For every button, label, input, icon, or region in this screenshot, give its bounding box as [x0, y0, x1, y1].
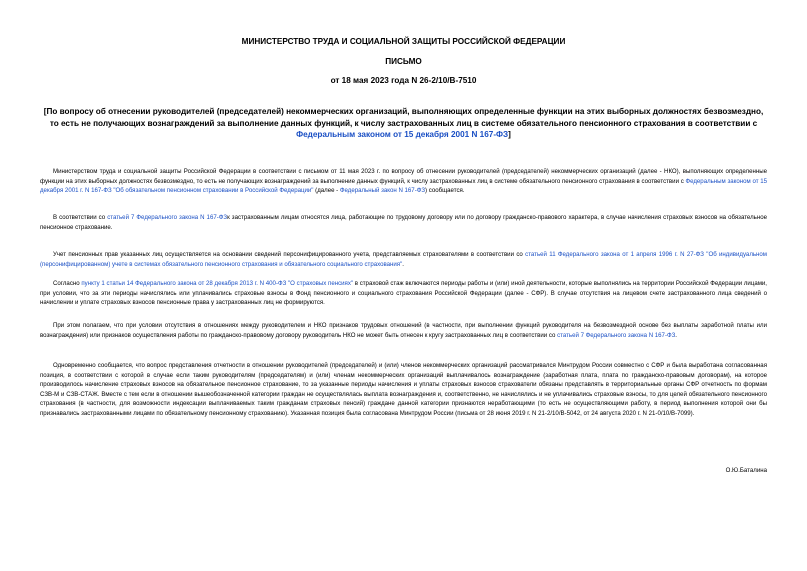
article-11-law-27-fz-link[interactable]: статьей 11 Федерального закона от 1 апреля 1996 г. N 27-ФЗ "Об индивидуальном (персонифицированном) учете в системах обязательного пенсионного страхования и обязательного социального страхования" — [40, 251, 767, 268]
paragraph-text: к застрахованным лицам относятся лица, работающие по трудовому договору или по договору гражданско-правового характера, в случае начисления страховых взносов на обязательное пенсионное страхование. — [40, 214, 767, 231]
paragraph-text: В соответствии со — [53, 214, 108, 221]
paragraph-text: Министерством труда и социальной защиты Российской Федерации в соответствии с письмом от 11 мая 2023 г. по вопросу об отнесении руководителей (председателей) некоммерческих организаций (далее - НКО), выполняющих определенные функции на этих выборных должностях безвозмездно, то есть не получающих вознаграждений за выполнение данных функций, к числу застрахованных лиц в системе обязательного пенсионного страхования в соответствии с — [40, 168, 767, 185]
subject-end: ] — [508, 130, 511, 139]
law-167-fz-short-link[interactable]: Федеральный закон N 167-ФЗ — [339, 187, 426, 194]
document-subject — [40, 106, 767, 141]
law-400-fz-link[interactable]: пункту 1 статьи 14 Федерального закона от 28 декабря 2013 г. N 400-ФЗ "О страховых пенсиях" — [81, 280, 354, 287]
paragraph-text: . — [402, 260, 404, 268]
law-167-fz-full-link[interactable]: Федеральным законом от 15 декабря 2001 г. N 167-ФЗ "Об обязательном пенсионном страховании в Российской Федерации" — [40, 177, 767, 194]
paragraph-intro — [40, 167, 767, 196]
document-kind-heading: ПИСЬМО — [385, 57, 422, 66]
paragraph-insurance-record — [40, 279, 767, 308]
paragraph-insured-persons — [40, 213, 767, 232]
paragraph-text: Учет пенсионных прав указанных лиц осуществляется на основании сведений персонифицированного учета, представляемых страхователями в соответствии со — [53, 251, 526, 258]
paragraph-text: в страховой стаж включаются периоды работы и (или) иной деятельности, которые выполнялись на территории Российской Федерации лицами, при условии, что за эти периоды начислялись или уплачивались страховые взносы в Фонд пенсионного и социального страхования Российской Федерации (далее - СФР). В случае отсутствия на лицевом счете застрахованного лица сведений о начислении и уплате страховых взносов пенсионные права у застрахованных лиц не формируются. — [40, 280, 767, 306]
paragraph-text: ) сообщается. — [425, 187, 465, 194]
article-7-link[interactable]: статьей 7 Федерального закона N 167-ФЗ — [107, 214, 228, 221]
paragraph-conclusion — [40, 321, 767, 340]
subject-law-link[interactable]: Федеральным законом от 15 декабря 2001 N 167-ФЗ — [296, 130, 509, 139]
subject-text: [По вопросу об отнесении руководителей (председателей) некоммерческих организаций, выполняющих определенные функции на этих выборных должностях безвозмездно, то есть не получающих вознаграждений за выполнение данных функций, к числу застрахованных лиц в системе обязательного пенсионного страхования в соответствии с — [43, 107, 764, 128]
paragraph-text: Согласно — [53, 280, 82, 287]
signature: О.Ю.Баталина — [725, 467, 767, 474]
paragraph-reporting: Одновременно сообщается, что вопрос представления отчетности в отношении руководителей (председателей) и (или) членов некоммерческих организаций рассматривался Минтрудом России совместно с СФР и была выработана согласованная позиция, в соответствии с которой в случае если таким руководителям (председателям) и (или) членам некоммерческих организаций выплачивалось вознаграждение (заработная плата, плата по гражданско-правовым договорам), на которое производилось начисление страховых взносов на обязательное пенсионное страхование, то за указанные периоды начисления и уплаты страховых взносов страхователи обязаны представлять в территориальные органы СФР отчетность по формам СЗВ-М и СЗВ-СТАЖ. Вместе с тем если в отношении вышеобозначенной категории граждан не осуществлялась выплата вознаграждения и, соответственно, не начислялись и не уплачивались страховые взносы, то для целей обязательного пенсионного страхования (в частности, для возможности индексации выплачиваемых таким гражданам страховых пенсий) граждане данной категории признаются неработающими (то есть не осуществляющими работу, в период выполнения которой они бы признавались застрахованными лицами по обязательному пенсионному страхованию). Указанная позиция была согласована Минтрудом России (письма от 28 июня 2019 г. N 21-2/10/В-5042, от 24 августа 2020 г. N 21-0/10/В-7099). — [40, 362, 767, 417]
paragraph-pension-accounting — [40, 250, 767, 269]
ministry-heading: МИНИСТЕРСТВО ТРУДА И СОЦИАЛЬНОЙ ЗАЩИТЫ РОССИЙСКОЙ ФЕДЕРАЦИИ — [241, 37, 566, 46]
paragraph-text: (далее - — [313, 187, 340, 194]
article-7-link[interactable]: статьей 7 Федерального закона N 167-ФЗ — [557, 331, 676, 339]
document-date-number: от 18 мая 2023 года N 26-2/10/В-7510 — [330, 76, 477, 85]
paragraph-text: . — [675, 331, 677, 339]
paragraph-text: При этом полагаем, что при условии отсутствия в отношениях между руководителем и НКО признаков трудовых отношений (в частности, при выполнении функций руководителя на безвозмездной основе без выплаты заработной платы или вознаграждения) или признаков осуществления работы по гражданско-правовому договору руководитель НКО не может быть отнесен к кругу застрахованных лиц в соответствии со — [40, 322, 767, 339]
